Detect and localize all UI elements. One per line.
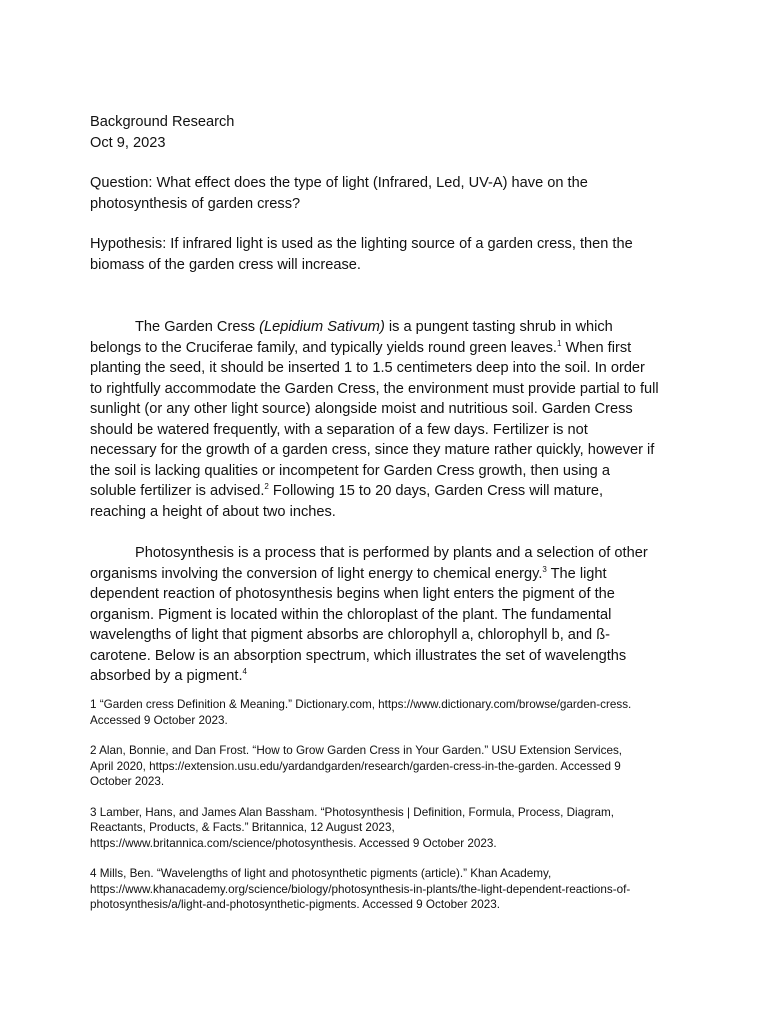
footnote-ref: 2 (264, 482, 269, 492)
footnote-3: 3 Lamber, Hans, and James Alan Bassham. “Photosynthesis | Definition, Formula, Process, Diagram, Reactants, Products, & Facts.” Britannica, 12 August 2023, https://www.britannica.com/science/photosynthesis. Accessed 9 October 2023. (90, 805, 615, 850)
paragraph-line: Photosynthesis is a process that is performed by plants and a selection of other (135, 545, 648, 561)
paragraph-line: necessary for the growth of a garden cress, since they mature rather quickly, however if (90, 442, 655, 458)
paragraph-line: to rightfully accommodate the Garden Cress, the environment must provide partial to full (90, 380, 659, 397)
paragraph-line: organism. Pigment is located within the chloroplast of the plant. The fundamental (90, 606, 612, 623)
footnotes-section (90, 697, 690, 928)
question-line-2: photosynthesis of garden cress? (90, 195, 301, 212)
paragraph-line: The Garden Cress (Lepidium Sativum) is a pungent tasting shrub in which (135, 319, 613, 335)
document-title: Background Research (90, 114, 235, 130)
paragraph-line: should be watered frequently, with a separation of a few days. Fertilizer is not (90, 421, 588, 438)
document-date: Oct 9, 2023 (90, 134, 166, 151)
question-line-1: Question: What effect does the type of light (Infrared, Led, UV-A) have on the (90, 175, 588, 191)
paragraph-line: absorbed by a pigment.$^4$ (90, 667, 247, 684)
paragraph-photosynthesis (90, 543, 690, 687)
paragraph-line: sunlight (or any other light source) alongside moist and nutritious soil. Garden Cress (90, 401, 633, 417)
paragraph-garden-cress (90, 317, 690, 522)
paragraph-line: dependent reaction of photosynthesis begins when light enters the pigment of the (90, 586, 615, 602)
paragraph-line: reaching a height of about two inches. (90, 503, 336, 520)
paragraph-line: belongs to the Cruciferae family, and typically yields round green leaves.$^1$ When first (90, 338, 632, 356)
footnote-ref: 3 (542, 564, 547, 574)
hypothesis-line-1: Hypothesis: If infrared light is used as the lighting source of a garden cress, then the (90, 236, 633, 252)
paragraph-line: organisms involving the conversion of light energy to chemical energy.$^3$ The light (90, 564, 607, 582)
footnote-1: 1 “Garden cress Definition & Meaning.” Dictionary.com, https://www.dictionary.com/browse/garden-cress. Accessed 9 October 2023. (90, 698, 632, 727)
scientific-name: (Lepidium Sativum) (259, 319, 385, 335)
paragraph-line: soluble fertilizer is advised.$^2$ Following 15 to 20 days, Garden Cress will mature, (90, 482, 604, 499)
document-body (90, 112, 690, 687)
footnote-4: 4 Mills, Ben. “Wavelengths of light and photosynthetic pigments (article).” Khan Academy, https://www.khanacademy.org/science/biology/photosynthesis-in-plants/the-light-dependent-reactions-of- photosynthesis/a/light-and-photosynthetic-pigments. Accessed 9 October 2023. (90, 867, 631, 911)
footnote-ref: 4 (242, 667, 247, 677)
hypothesis-block (90, 234, 690, 275)
footnote-2: 2 Alan, Bonnie, and Dan Frost. “How to Grow Garden Cress in Your Garden.” USU Extension Services, April 2020, https://extension.usu.edu/yardandgarden/research/garden-cress-in-the-garden. Accessed 9 October 2023. (90, 744, 623, 788)
paragraph-line: carotene. Below is an absorption spectrum, which illustrates the set of wavelengths (90, 647, 627, 664)
hypothesis-line-2: biomass of the garden cress will increase. (90, 256, 361, 273)
paragraph-line: planting the seed, it should be inserted 1 to 1.5 centimeters deep into the soil. In order (90, 360, 645, 376)
question-block (90, 173, 690, 214)
paragraph-line: the soil is lacking qualities or incompetent for Garden Cress growth, then using a (90, 462, 610, 479)
footnote-ref: 1 (556, 338, 562, 348)
paragraph-line: wavelengths of light that pigment absorbs are chlorophyll a, chlorophyll b, and ß- (90, 627, 610, 643)
